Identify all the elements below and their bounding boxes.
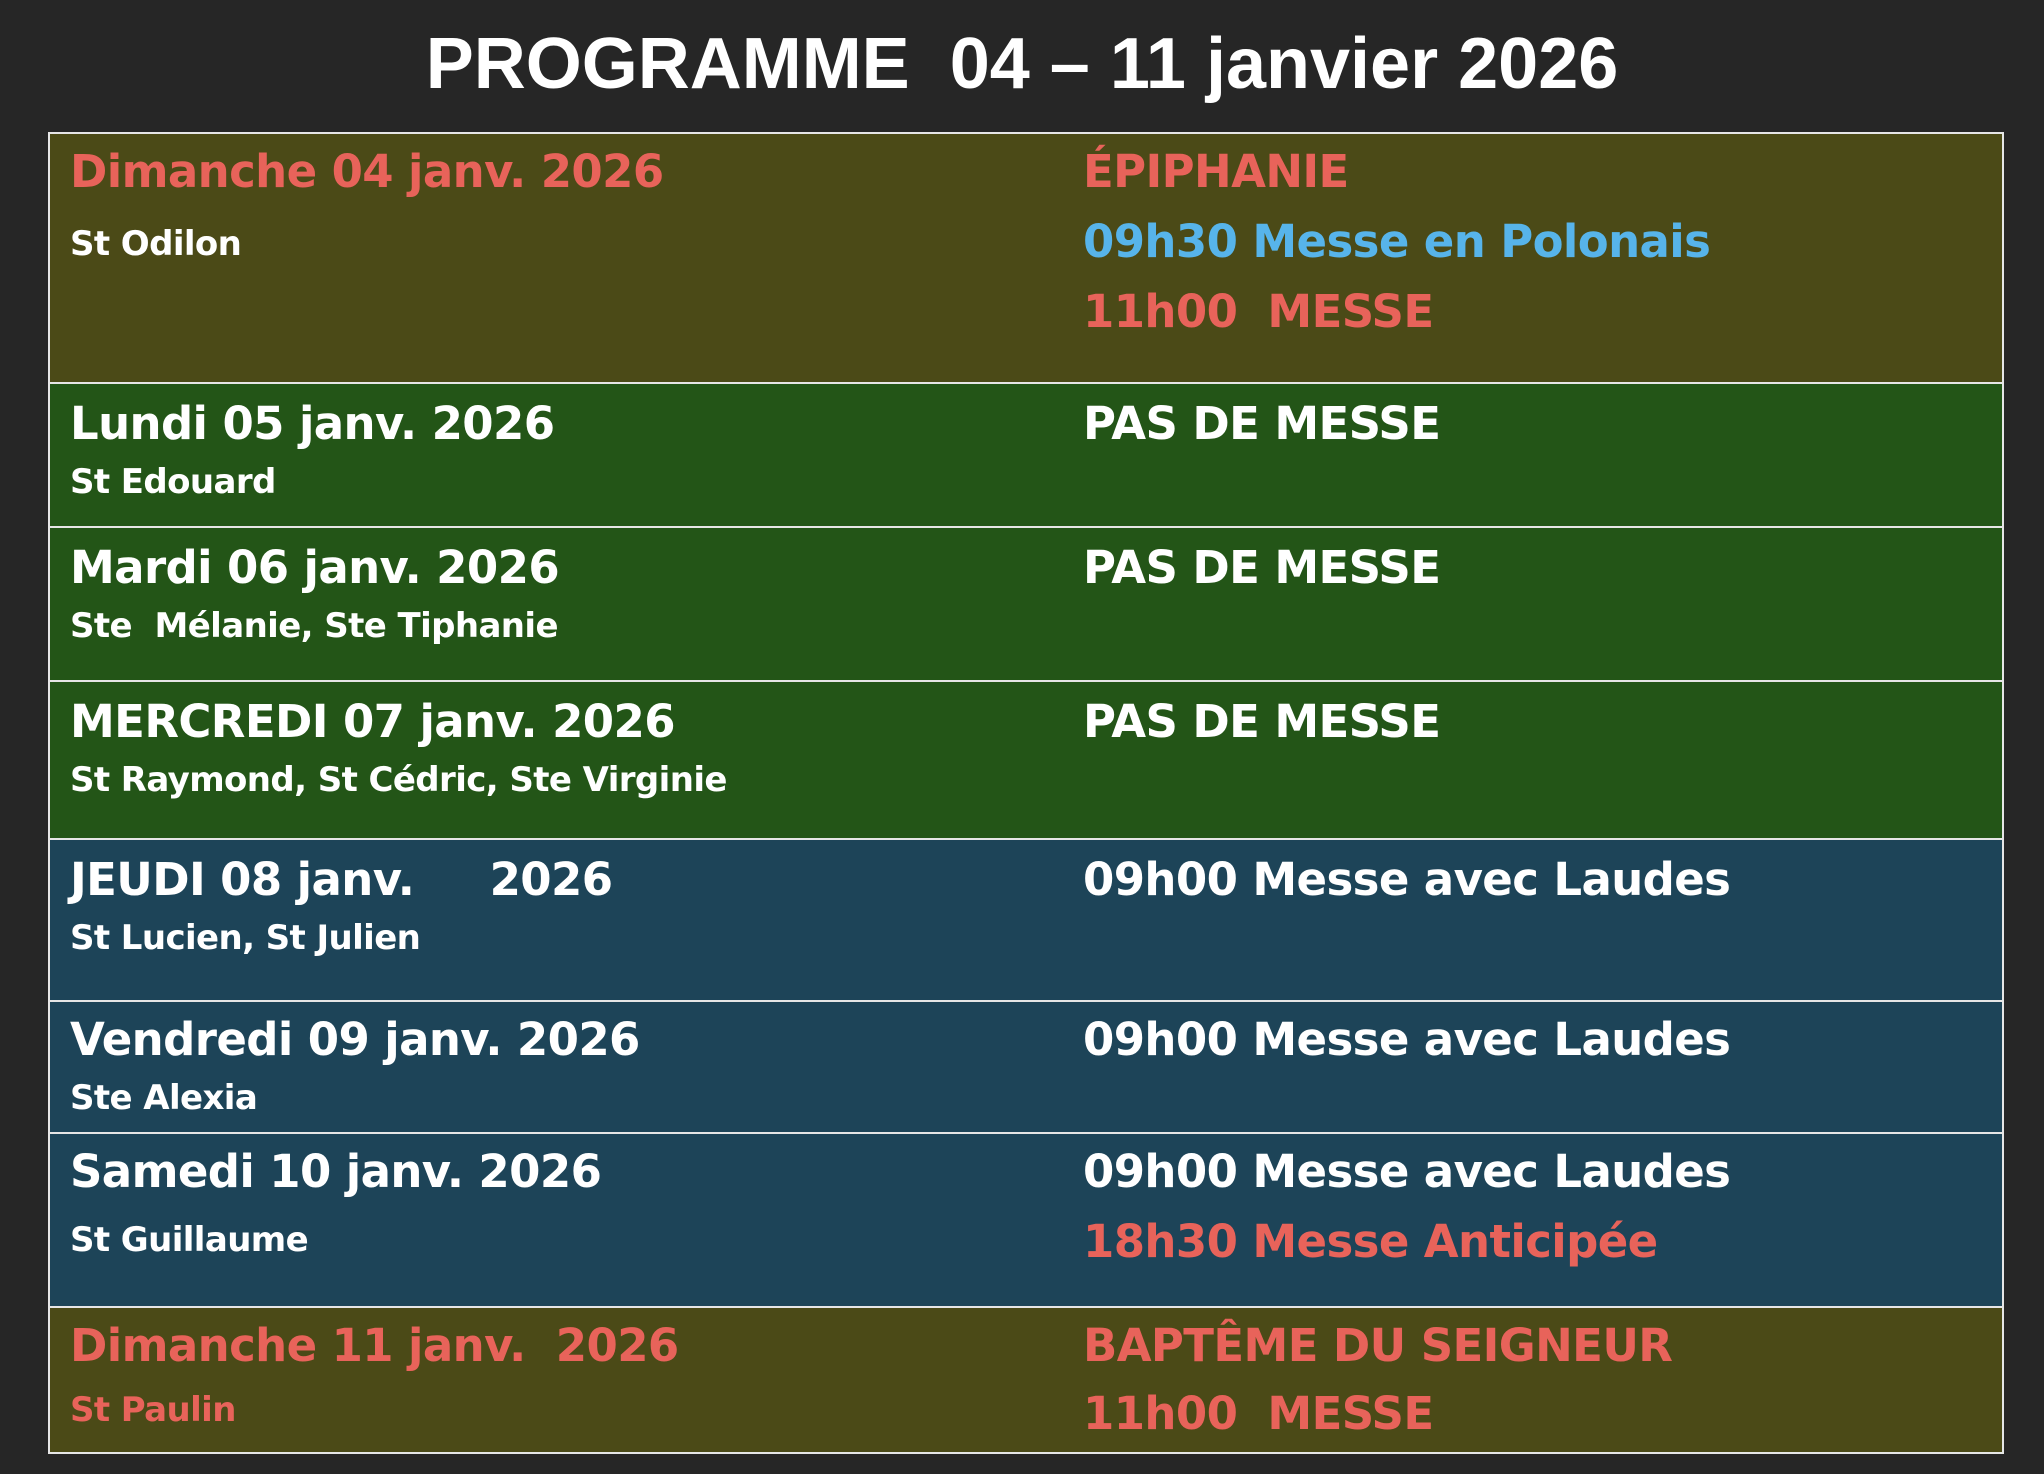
mass-time: 18h30 Messe Anticipée (1083, 1215, 1658, 1268)
table-row (50, 840, 2002, 1002)
saints-label: St Lucien, St Julien (70, 918, 421, 958)
day-label: Lundi 05 janv. 2026 (70, 397, 555, 450)
event-cell (1083, 1308, 1983, 1452)
event-cell (1083, 528, 1983, 680)
event-cell (1083, 1134, 1983, 1306)
table-row (50, 528, 2002, 682)
feast-label: ÉPIPHANIE (1083, 145, 1349, 198)
event-cell (1083, 682, 1983, 838)
table-row (50, 384, 2002, 528)
day-cell (70, 1134, 1050, 1306)
saints-label: Ste Mélanie, Ste Tiphanie (70, 606, 558, 646)
table-row (50, 1002, 2002, 1134)
day-label: Mardi 06 janv. 2026 (70, 541, 560, 594)
mass-time: 09h00 Messe avec Laudes (1083, 853, 1731, 906)
saints-label: St Odilon (70, 224, 242, 264)
day-label: Vendredi 09 janv. 2026 (70, 1013, 640, 1066)
saints-label: St Edouard (70, 462, 276, 502)
day-cell (70, 1002, 1050, 1132)
day-cell (70, 384, 1050, 526)
mass-time: 09h00 Messe avec Laudes (1083, 1013, 1731, 1066)
event-cell (1083, 134, 1983, 382)
day-label: Dimanche 11 janv. 2026 (70, 1319, 679, 1372)
day-label: Dimanche 04 janv. 2026 (70, 145, 664, 198)
no-mass-label: PAS DE MESSE (1083, 541, 1441, 594)
saints-label: St Paulin (70, 1390, 236, 1430)
event-cell (1083, 384, 1983, 526)
table-row (50, 1308, 2002, 1452)
mass-time: 09h00 Messe avec Laudes (1083, 1145, 1731, 1198)
event-cell (1083, 840, 1983, 1000)
table-row (50, 682, 2002, 840)
table-row (50, 1134, 2002, 1308)
mass-time: 09h30 Messe en Polonais (1083, 215, 1711, 268)
feast-label: BAPTÊME DU SEIGNEUR (1083, 1319, 1673, 1372)
day-label: Samedi 10 janv. 2026 (70, 1145, 602, 1198)
day-cell (70, 682, 1050, 838)
day-cell (70, 1308, 1050, 1452)
day-cell (70, 840, 1050, 1000)
saints-label: St Guillaume (70, 1220, 309, 1260)
page-title: PROGRAMME 04 – 11 janvier 2026 (425, 24, 1619, 104)
no-mass-label: PAS DE MESSE (1083, 695, 1441, 748)
event-cell (1083, 1002, 1983, 1132)
saints-label: Ste Alexia (70, 1078, 258, 1118)
mass-time: 11h00 MESSE (1083, 285, 1434, 338)
table-row (50, 134, 2002, 384)
no-mass-label: PAS DE MESSE (1083, 397, 1441, 450)
day-label: MERCREDI 07 janv. 2026 (70, 695, 675, 748)
mass-time: 11h00 MESSE (1083, 1387, 1434, 1440)
saints-label: St Raymond, St Cédric, Ste Virginie (70, 760, 727, 800)
day-cell (70, 528, 1050, 680)
schedule-table (48, 132, 2004, 1454)
day-cell (70, 134, 1050, 382)
day-label: JEUDI 08 janv. 2026 (70, 853, 613, 906)
